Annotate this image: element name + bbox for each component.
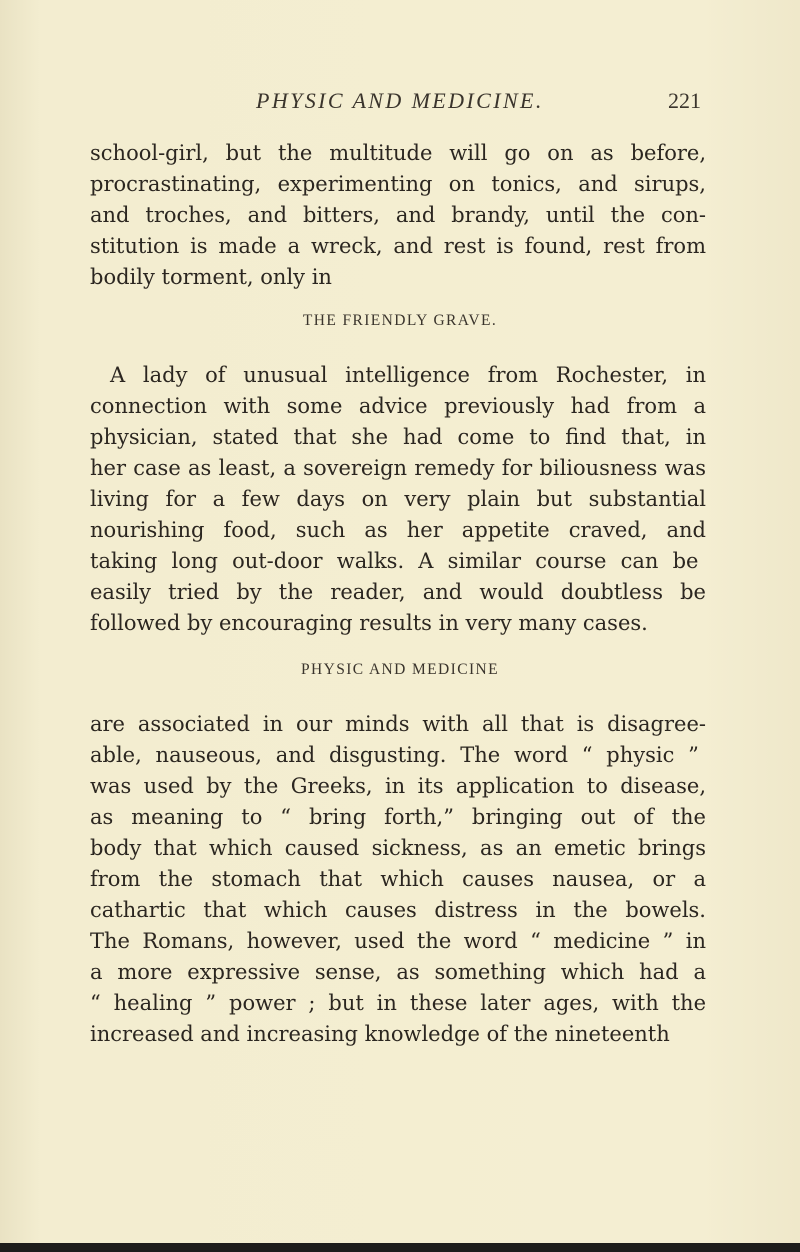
page-number: 221 [668,88,701,113]
paragraph-3-line: body that which caused sickness, as an emetic brings [90,836,706,860]
paragraph-2-line: connection with some advice previously had from a [90,394,706,418]
paragraph-3-line: increased and increasing knowledge of the nineteenth [90,1022,670,1046]
running-head [0,88,800,118]
paragraph-3-line: “ healing ” power ; but in these later ages, with the [90,991,706,1015]
paragraph-1-line: school-girl, but the multitude will go on as before, [90,141,706,165]
paragraph-3-line: are associated in our minds with all that is disagree- [90,712,706,736]
paragraph-2-line: followed by encouraging results in very many cases. [90,611,648,635]
paragraph-1-line: stitution is made a wreck, and rest is found, rest from [90,234,706,258]
paragraph-2-line: A lady of unusual intelligence from Rochester, in [110,363,706,387]
paragraph-3-line: was used by the Greeks, in its application to disease, [90,774,706,798]
paragraph-3-line: from the stomach that which causes nausea, or a [90,867,706,891]
paragraph-3-line: cathartic that which causes distress in the bowels. [90,898,706,922]
paragraph-3-line: able, nauseous, and disgusting. The word “ physic ” [90,743,699,767]
section-heading-physic-medicine: PHYSIC AND MEDICINE [301,661,499,678]
paragraph-2-line: physician, stated that she had come to find that, in [90,425,706,449]
scan-bottom-edge [0,1243,800,1252]
paragraph-2-line: living for a few days on very plain but substantial [90,487,706,511]
paragraph-1-line: bodily torment, only in [90,265,332,289]
paragraph-2-line: easily tried by the reader, and would doubtless be [90,580,706,604]
paragraph-2-line: taking long out-door walks. A similar course can be [90,549,699,573]
paragraph-1-line: procrastinating, experimenting on tonics, and sirups, [90,172,706,196]
paragraph-3-line: as meaning to “ bring forth,” bringing out of the [90,805,706,829]
section-heading-friendly-grave: THE FRIENDLY GRAVE. [302,312,498,329]
paragraph-2-line: nourishing food, such as her appetite craved, and [90,518,706,542]
paragraph-1-line: and troches, and bitters, and brandy, until the con- [90,203,706,227]
paragraph-3-line: a more expressive sense, as something which had a [90,960,706,984]
paragraph-3-line: The Romans, however, used the word “ medicine ” in [90,929,706,953]
paragraph-2-line: her case as least, a sovereign remedy for biliousness was [90,456,706,480]
running-title: PHYSIC AND MEDICINE. [256,88,544,113]
